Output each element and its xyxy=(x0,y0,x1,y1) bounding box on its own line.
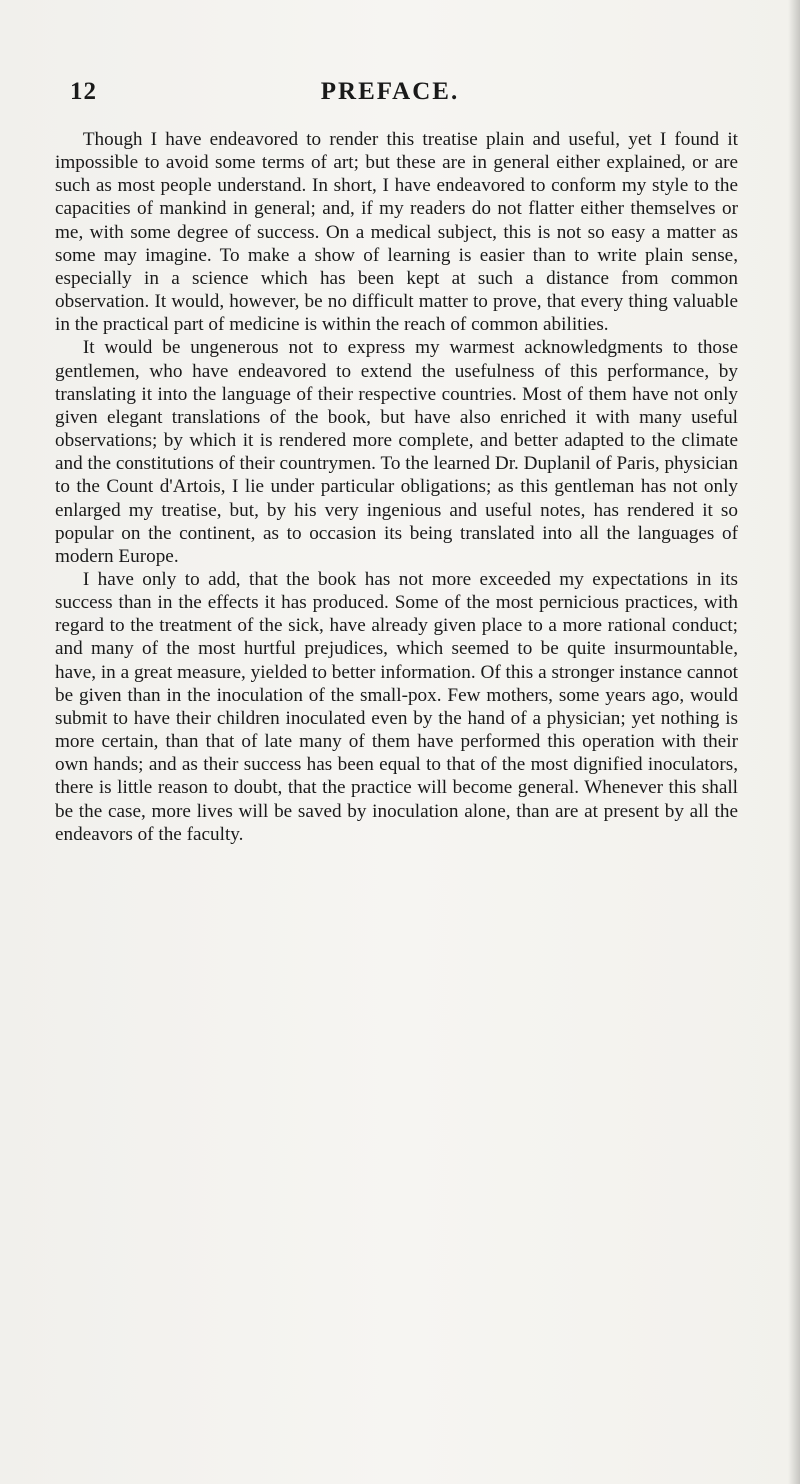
page-header xyxy=(70,78,710,112)
running-head: PREFACE. xyxy=(320,78,460,105)
paragraph-3: I have only to add, that the book has not more exceeded my expectations in its success than in the effects it has produced. Some of the most pernicious practices, with regard to the treatment of the sick, have already given place to a more rational conduct; and many of the most hurtful prejudices, which seemed to be quite insurmountable, have, in a great measure, yielded to better information. Of this a stronger instance cannot be given than in the inoculation of the small-pox. Few mothers, some years ago, would submit to have their children inoculated even by the hand of a physician; yet nothing is more certain, than that of late many of them have performed this operation with their own hands; and as their success has been equal to that of the most dignified inoculators, there is little reason to doubt, that the practice will become general. Whenever this shall be the case, more lives will be saved by inoculation alone, than are at present by all the endeavors of the faculty. xyxy=(55,568,738,845)
body-text xyxy=(55,128,738,846)
paragraph-2: It would be ungenerous not to express my warmest acknowledgments to those gentlemen, who have endeavored to extend the usefulness of this performance, by translating it into the language of their respective countries. Most of them have not only given elegant translations of the book, but have also enriched it with many useful observations; by which it is rendered more complete, and better adapted to the climate and the constitutions of their countrymen. To the learned Dr. Duplanil of Paris, physician to the Count d'Artois, I lie under particular obligations; as this gentleman has not only enlarged my treatise, but, by his very ingenious and useful notes, has rendered it so popular on the continent, as to occasion its being translated into all the languages of modern Europe. xyxy=(55,337,738,567)
page-number: 12 xyxy=(70,78,97,105)
paragraph-1: Though I have endeavored to render this treatise plain and useful, yet I found it impossible to avoid some terms of art; but these are in general either explained, or are such as most people understand. In short, I have endeavored to conform my style to the capacities of mankind in general; and, if my readers do not flatter either themselves or me, with some degree of success. On a medical subject, this is not so easy a matter as some may imagine. To make a show of learning is easier than to write plain sense, especially in a science which has been kept at such a distance from common observation. It would, however, be no difficult matter to prove, that every thing valuable in the practical part of medicine is within the reach of common abilities. xyxy=(55,129,738,336)
page-edge-shadow xyxy=(788,0,800,1484)
